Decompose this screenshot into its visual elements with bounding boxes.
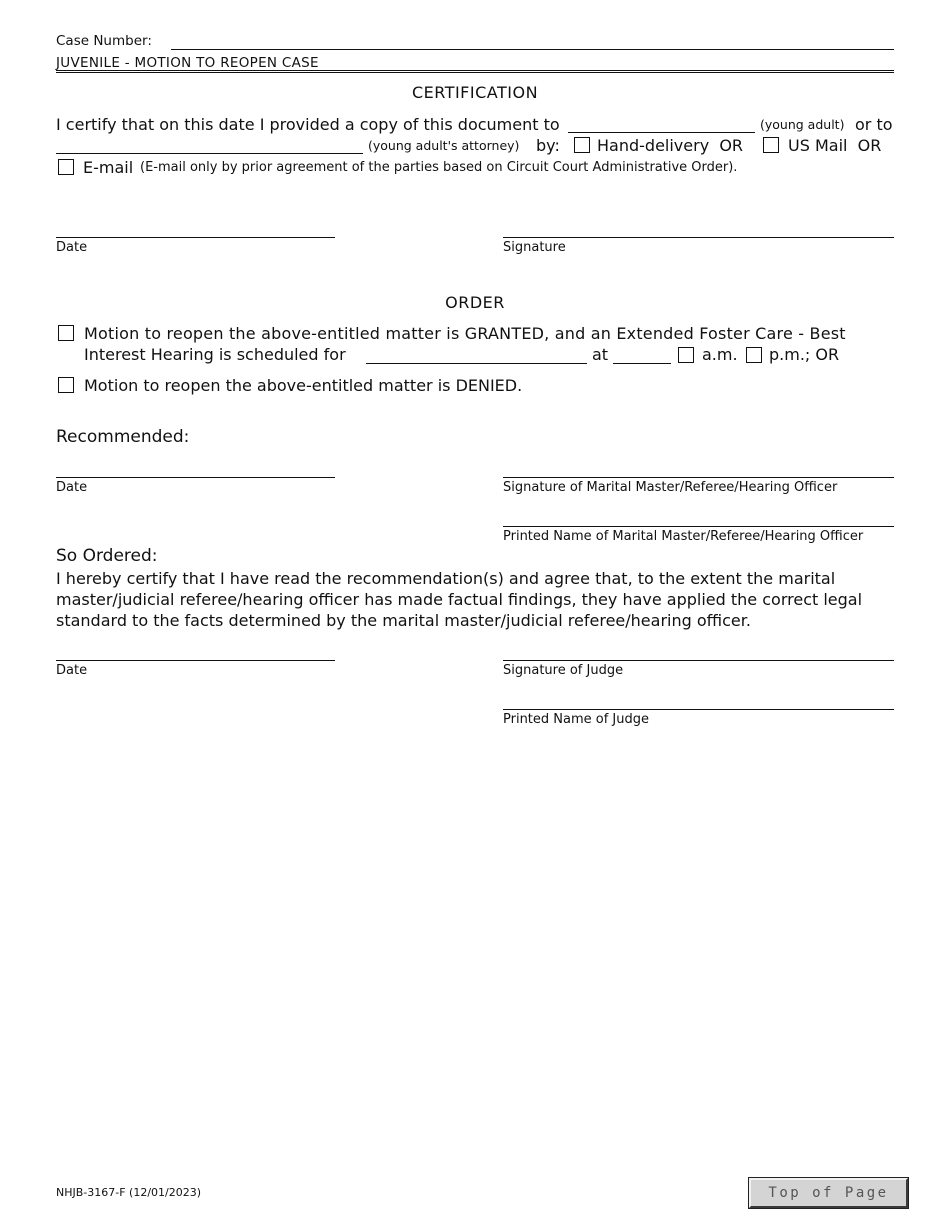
certification-signature-label: Signature bbox=[503, 240, 566, 255]
granted-text-line1: Motion to reopen the above-entitled matter is GRANTED, and an Extended Foster Care - Best bbox=[84, 324, 846, 343]
certification-date-label: Date bbox=[56, 240, 88, 255]
email-label: E-mail bbox=[83, 158, 134, 177]
certification-text: I certify that on this date I provided a copy of this document to bbox=[56, 115, 560, 134]
or-to-text: or to bbox=[855, 115, 893, 134]
email-checkbox[interactable] bbox=[58, 159, 74, 175]
attorney-label: (young adult's attorney) bbox=[368, 138, 520, 153]
certification-heading: CERTIFICATION bbox=[411, 83, 539, 102]
us-mail-checkbox[interactable] bbox=[763, 137, 779, 153]
hand-delivery-checkbox[interactable] bbox=[574, 137, 590, 153]
so-ordered-text-line3: standard to the facts determined by the marital master/judicial referee/hearing officer. bbox=[56, 611, 751, 630]
at-text: at bbox=[592, 345, 609, 364]
form-title: JUVENILE - MOTION TO REOPEN CASE bbox=[56, 55, 319, 71]
header-rule-bottom bbox=[56, 72, 894, 73]
us-mail-label: US Mail OR bbox=[788, 136, 882, 155]
judge-date-field[interactable] bbox=[56, 660, 335, 661]
so-ordered-heading: So Ordered: bbox=[56, 546, 158, 566]
attorney-name-field[interactable] bbox=[56, 153, 363, 154]
denied-checkbox[interactable] bbox=[58, 377, 74, 393]
top-of-page-button[interactable]: Top of Page bbox=[749, 1178, 908, 1208]
case-number-field[interactable] bbox=[171, 49, 894, 50]
recommended-date-label: Date bbox=[56, 480, 88, 495]
pm-label: p.m.; OR bbox=[769, 345, 840, 364]
denied-text: Motion to reopen the above-entitled matter is DENIED. bbox=[84, 376, 523, 395]
young-adult-name-field[interactable] bbox=[568, 132, 755, 133]
order-heading: ORDER bbox=[445, 293, 505, 312]
young-adult-label: (young adult) bbox=[760, 117, 845, 132]
judge-date-label: Date bbox=[56, 663, 88, 678]
certification-signature-field[interactable] bbox=[503, 237, 894, 238]
by-text: by: bbox=[536, 136, 560, 155]
header-rule-top bbox=[56, 70, 894, 71]
pm-checkbox[interactable] bbox=[746, 347, 762, 363]
recommended-date-field[interactable] bbox=[56, 477, 335, 478]
certification-date-field[interactable] bbox=[56, 237, 335, 238]
am-checkbox[interactable] bbox=[678, 347, 694, 363]
master-signature-label: Signature of Marital Master/Referee/Hearing Officer bbox=[503, 480, 838, 495]
recommended-heading: Recommended: bbox=[56, 427, 190, 447]
so-ordered-text-line1: I hereby certify that I have read the recommendation(s) and agree that, to the extent the marital bbox=[56, 569, 836, 588]
judge-signature-label: Signature of Judge bbox=[503, 663, 624, 678]
granted-text-line2: Interest Hearing is scheduled for bbox=[84, 345, 346, 364]
hearing-time-field[interactable] bbox=[613, 363, 671, 364]
judge-printed-name-field[interactable] bbox=[503, 709, 894, 710]
am-label: a.m. bbox=[702, 345, 738, 364]
granted-checkbox[interactable] bbox=[58, 325, 74, 341]
master-printed-name-label: Printed Name of Marital Master/Referee/Hearing Officer bbox=[503, 529, 864, 544]
email-note: (E-mail only by prior agreement of the parties based on Circuit Court Administrative Order). bbox=[140, 160, 738, 175]
so-ordered-text-line2: master/judicial referee/hearing officer has made factual findings, they have applied the correct legal bbox=[56, 590, 863, 609]
case-number-label: Case Number: bbox=[56, 33, 152, 49]
hand-delivery-label: Hand-delivery OR bbox=[597, 136, 744, 155]
master-printed-name-field[interactable] bbox=[503, 526, 894, 527]
hearing-date-field[interactable] bbox=[366, 363, 587, 364]
form-id: NHJB-3167-F (12/01/2023) bbox=[56, 1186, 202, 1199]
master-signature-field[interactable] bbox=[503, 477, 894, 478]
judge-signature-field[interactable] bbox=[503, 660, 894, 661]
judge-printed-name-label: Printed Name of Judge bbox=[503, 712, 650, 727]
